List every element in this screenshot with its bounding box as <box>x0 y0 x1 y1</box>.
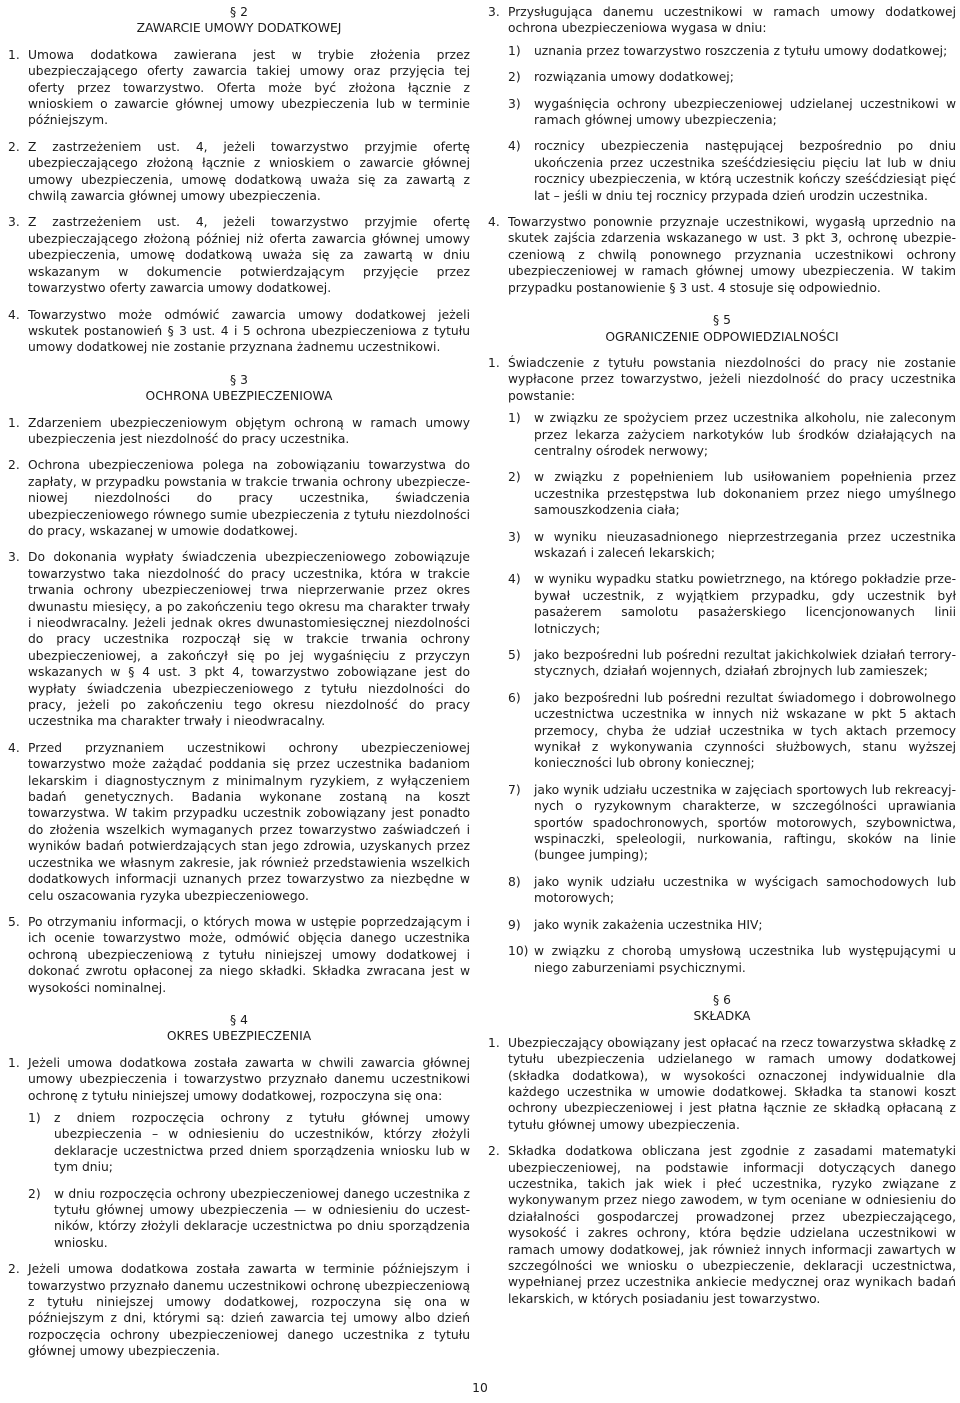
section-title: ZAWARCIE UMOWY DODATKOWEJ <box>136 21 342 36</box>
paragraph <box>8 214 470 296</box>
section-number: § 3 <box>230 372 248 387</box>
sub-item-number: 3) <box>508 96 521 111</box>
paragraph-text: Jeżeli umowa dodatkowa została zawarta w terminie późniejszym i towarzystwo przyznało danemu uczestnikowi ochronę ubezpieczeniową z tytułu niniejszej umowy dodatkowej, rozpoczyna się ona w późniejszym z dni, którymi są: dzień zawarcia tej umowy albo dzień rozpoczęcia ochrony ubezpieczeniowej danego uczestnika z tytułu głównej umowy ubezpieczenia. <box>28 1262 470 1359</box>
sub-item-text: w dniu rozpoczęcia ochrony ubezpieczeniowej danego uczestnika z tytułu głównej umowy ubezpieczenia — w odniesieniu do uczestników, którzy złożyli deklaracje uczestnictwa po dniu sporządzenia wniosku. <box>54 1186 470 1250</box>
section-title: SKŁADKA <box>693 1009 751 1024</box>
paragraph-text: Ochrona ubezpieczeniowa polega na zobowiązaniu towarzystwa do zapłaty, w przypadku powstania w trakcie trwania ochrony ubezpieczeniowej niezdolności do pracy uczestnika, świadczenia ubezpieczeniowego równego sumie ubezpieczenia z tytułu niezdolności do pracy, wskazanej w umowie dodatkowej. <box>28 458 470 538</box>
paragraph-number: 1. <box>8 1055 20 1070</box>
paragraph-number: 2. <box>488 1144 500 1159</box>
sub-item-number: 9) <box>508 917 521 932</box>
paragraph <box>8 47 470 129</box>
paragraph-text: Jeżeli umowa dodatkowa została zawarta w chwili zawarcia głównej umowy ubezpieczenia i towarzystwo przyznało danemu uczestnikowi ochronę z tytułu niniejszej umowy dodatkowej, rozpoczyna się ona: <box>28 1055 470 1103</box>
section-heading <box>8 372 470 405</box>
sub-item-text: rocznicy ubezpieczenia następującej bezpośrednio po dniu ukończenia przez uczestnika sześćdziesięciu pięciu lat lub w dniu rocznicy ubezpieczenia, w którą uczestnik kończy sześćdziesiąt pięć lat – jeśli w dniu tej rocznicy przypada dzień urodzin uczestnika. <box>534 139 956 203</box>
paragraph <box>8 307 470 356</box>
paragraph <box>488 4 956 204</box>
sub-item-text: w wyniku wypadku statku powietrznego, na którego pokładzie przebywał uczestnik, z wyjątkiem przypadku, gdy uczestnik był pasażerem samolotu pasażerskiego licencjonowanych linii lotniczych; <box>534 572 956 636</box>
paragraph-number: 1. <box>488 1035 500 1050</box>
paragraph-number: 3. <box>8 215 20 230</box>
section-number: § 6 <box>713 992 731 1007</box>
paragraph-number: 2. <box>8 458 20 473</box>
sub-item-text: w wyniku nieuzasadnionego nieprzestrzegania przez uczestnika wskazań i zaleceń lekarskich; <box>534 529 956 560</box>
sub-item-number: 8) <box>508 874 521 889</box>
sub-item-number: 1) <box>508 43 521 58</box>
section-heading <box>8 4 470 37</box>
paragraph-number: 4. <box>8 307 20 322</box>
sub-item-text: uznania przez towarzystwo roszczenia z tytułu umowy dodatkowej; <box>534 43 948 58</box>
section-heading <box>488 992 956 1025</box>
section-heading <box>8 1012 470 1045</box>
sub-item-text: jako wynik udziału uczestnika w zajęciach sportowych lub rekreacyjnych o ryzykownym charakterze, w szczególności uprawiania sportów spadochronowych, sportów motorowych, szybownictwa, wspinaczki, speleologii, nurkowania, raftingu, skoków na linie (bungee jumping); <box>534 782 956 863</box>
sub-item-number: 5) <box>508 648 521 662</box>
paragraph-text: Towarzystwo może odmówić zawarcia umowy dodatkowej jeżeli wskutek postanowień § 3 ust. 4 i 5 ochrona ubezpieczeniowa z tytułu umowy dodatkowej nie zostanie przyznana żadnemu uczestnikowi. <box>28 307 470 355</box>
paragraph <box>8 457 470 539</box>
sub-item <box>508 96 956 129</box>
sub-item-number: 4) <box>508 572 521 587</box>
paragraph <box>8 1055 470 1251</box>
paragraph-text: Z zastrzeżeniem ust. 4, jeżeli towarzystwo przyjmie ofertę ubezpieczającego złożoną łącznie z wnioskiem o zawarcie głównej umowy ubezpieczenia, umowę dodatkową uważa się za zawartą z chwilą zawarcia głównej umowy ubezpieczenia. <box>28 139 470 204</box>
page-number: 10 <box>472 1381 488 1395</box>
section-title: OKRES UBEZPIECZENIA <box>166 1029 312 1044</box>
sub-item-text: jako wynik zakażenia uczestnika HIV; <box>534 917 763 932</box>
sub-item <box>28 1186 470 1252</box>
sub-item <box>508 943 956 976</box>
sub-item <box>508 647 956 680</box>
right-column <box>488 4 956 1317</box>
sub-item <box>508 917 956 933</box>
section-number: § 5 <box>713 313 731 328</box>
section-number: § 2 <box>230 5 248 19</box>
sub-item-text: w związku z chorobą umysłową uczestnika lub występującymi u niego zaburzeniami psychicznymi. <box>534 944 956 975</box>
sub-item <box>508 138 956 204</box>
sub-list <box>508 410 956 976</box>
sub-item-number: 2) <box>508 470 521 485</box>
sub-item <box>508 529 956 562</box>
sub-item <box>508 782 956 864</box>
paragraph <box>8 139 470 205</box>
sub-item-text: w związku ze spożyciem przez uczestnika alkoholu, nie zaleconym przez lekarza zażyciem narkotyków lub środków działających na centralny ośrodek nerwowy; <box>534 411 956 458</box>
paragraph-number: 2. <box>8 1262 20 1277</box>
sub-item-text: jako bezpośredni lub pośredni rezultat świadomego i dobrowolnego uczestnictwa uczestnika w innych niż wskazane w pkt 5 aktach przemocy, chyba że udział uczestnika w tych aktach przemocy wynikał z wykonywania czynności służbowych, stanu wyższej konieczności lub obrony koniecznej; <box>534 690 956 771</box>
sub-item <box>508 571 956 637</box>
section-title: OGRANICZENIE ODPOWIEDZIALNOŚCI <box>605 329 839 344</box>
paragraph <box>488 1035 956 1133</box>
paragraph <box>8 740 470 904</box>
paragraph-text: Zdarzeniem ubezpieczeniowym objętym ochroną w ramach umowy ubezpieczenia jest niezdolność do pracy uczestnika. <box>28 415 470 446</box>
section-number: § 4 <box>230 1012 248 1027</box>
paragraph-number: 4. <box>8 740 20 755</box>
paragraph-text: Towarzystwo ponownie przyznaje uczestnikowi, wygasłą uprzednio na skutek zajścia zdarzenia wskazanego w ust. 3 pkt 3, ochronę ubezpieczeniową z chwilą ponownego przyznania uczestnikowi ochrony ubezpieczeniowej w ramach głównej umowy ubezpieczenia. W takim przypadku postanowienie § 3 ust. 4 stosuje się odpowiednio. <box>508 215 956 295</box>
sub-item-number: 1) <box>508 411 521 426</box>
paragraph <box>8 914 470 996</box>
sub-item <box>508 874 956 907</box>
paragraph-number: 2. <box>8 139 20 154</box>
paragraph-text: Ubezpieczający obowiązany jest opłacać na rzecz towarzystwa składkę z tytułu ubezpieczenia udzielanego w ramach umowy dodatkowej (składka dodatkowa), w wysokości oznaczonej indywidualnie dla każdego uczestnika w umowie dodatkowej. Składka ta stanowi koszt ochrony ubezpieczeniowej i jest płatna łącznie ze składką opłacaną z tytułu głównej umowy ubezpieczenia. <box>508 1035 956 1132</box>
sub-item-text: rozwiązania umowy dodatkowej; <box>534 70 734 85</box>
sub-item-text: w związku z popełnieniem lub usiłowaniem popełnienia przez uczestnika przestępstwa lub dokonaniem przez niego umyślnego samouszkodzenia ciała; <box>534 470 956 518</box>
paragraph-number: 1. <box>8 415 20 430</box>
sub-item-number: 1) <box>28 1110 41 1125</box>
section-title: OCHRONA UBEZPIECZENIOWA <box>145 389 333 404</box>
sub-item-number: 3) <box>508 529 521 544</box>
paragraph-text: Z zastrzeżeniem ust. 4, jeżeli towarzystwo przyjmie ofertę ubezpieczającego złożoną później niż oferta zawarcia głównej umowy ubezpieczenia, umowę dodatkową uważa się za zawartą w dniu wskazanym w dokumencie potwierdzającym przyjęcie przez towarzystwo oferty zawarcia umowy dodatkowej. <box>28 215 470 296</box>
paragraph-number: 5. <box>8 914 20 929</box>
paragraph-text: Do dokonania wypłaty świadczenia ubezpieczeniowego zobowiązuje towarzystwo taka niezdolność do pracy uczestnika, która w trakcie trwania ochrony ubezpieczeniowej trwa nieprzerwanie przez okres dwunastu miesięcy, a po zakończeniu tego okresu ma charakter trwały i nieodwracalny. Jeżeli jednak okres dwunastomiesięcznej niezdolności do pracy uczestnika rozpoczął się w trakcie trwania ochrony ubezpieczeniowej, a zakończył się po jej wygaśnięciu z przyczyn wskazanych w § 4 ust. 3 pkt 4, towarzystwo zobowiązane jest do wypłaty świadczenia ubezpieczeniowego z tytułu niezdolności do pracy, jeżeli po zakończeniu tego okresu niezdolność do pracy uczestnika ma charakter trwały i nieodwracalny. <box>28 550 470 729</box>
sub-item-number: 4) <box>508 139 521 154</box>
sub-item-number: 2) <box>28 1186 41 1201</box>
paragraph <box>488 214 956 296</box>
paragraph-number: 1. <box>8 47 20 62</box>
paragraph-number: 1. <box>488 355 500 370</box>
sub-item <box>508 469 956 518</box>
sub-item <box>508 690 956 772</box>
sub-list <box>508 43 956 204</box>
paragraph <box>8 1261 470 1359</box>
paragraph-text: Po otrzymaniu informacji, o których mowa w ustępie poprzedzającym i ich ocenie towarzystwo może, odmówić objęcia danego uczestnika ochroną ubezpieczeniową z tytułu niniejszej umowy dodatkowej i dokonać zwrotu opłaconej za niego składki. Składka zwracana jest w wysokości nominalnej. <box>28 914 470 995</box>
sub-item <box>508 69 956 85</box>
paragraph-number: 4. <box>488 215 500 230</box>
sub-item-text: wygaśnięcia ochrony ubezpieczeniowej udzielanej uczestnikowi w ramach głównej umowy ubezpieczenia; <box>534 96 956 128</box>
paragraph-text: Przysługująca danemu uczestnikowi w ramach umowy dodatkowej ochrona ubezpieczeniowa wygasa w dniu: <box>508 5 956 36</box>
paragraph <box>8 415 470 448</box>
paragraph-text: Umowa dodatkowa zawierana jest w trybie złożenia przez ubezpieczającego oferty zawarcia takiej umowy oraz przyjęcia tej oferty przez towarzystwo. Oferta może być złożona łącznie z wnioskiem o zawarcie głównej umowy ubezpieczenia lub w terminie późniejszym. <box>28 47 470 128</box>
sub-item-number: 10) <box>508 944 529 959</box>
paragraph-number: 3. <box>488 5 500 19</box>
sub-item <box>28 1110 470 1176</box>
paragraph-text: Składka dodatkowa obliczana jest zgodnie z zasadami matematyki ubezpieczeniowej, na podstawie informacji dotyczących danego uczestnika, takich jak wiek i płeć uczestnika, ryzyko związane z wykonywanym przez niego zawodem, w tym oceniane w odniesieniu do działalności gospodarczej prowadzonej przez ubezpieczającego, wysokość i zakres ochrony, która będzie udzielana uczestnikowi w ramach umowy dodatkowej, jak również innych informacji zawartych w szczególności we wniosku o ubezpieczenie, deklaracji uczestnictwa, wypełnianej przez uczestnika ankiecie medycznej oraz wynikach badań lekarskich, w których posiadaniu jest towarzystwo. <box>508 1144 956 1306</box>
paragraph-number: 3. <box>8 550 20 565</box>
sub-item <box>508 410 956 459</box>
sub-item-number: 6) <box>508 690 521 705</box>
section-heading <box>488 312 956 345</box>
left-column <box>8 4 470 1370</box>
paragraph-text: Przed przyznaniem uczestnikowi ochrony ubezpieczeniowej towarzystwo może zażądać poddania się przez uczestnika badaniom lekarskim i diagnostycznym z minimalnym ryzykiem, z wyłączeniem badań genetycznych. Badania wykonane zostaną na koszt towarzystwa. W takim przypadku uczestnik zobowiązany jest ponadto do złożenia wszelkich wymaganych przez towarzystwo zaświadczeń i wyników badań potwierdzających stan jego zdrowia, uzyskanych przez uczestnika we własnym zakresie, jak również przedstawienia wszelkich dodatkowych informacji uznanych przez towarzystwo za niezbędne w celu oszacowania ryzyka ubezpieczeniowego. <box>28 740 470 903</box>
sub-item <box>508 43 956 59</box>
sub-item-text: jako bezpośredni lub pośredni rezultat jakichkolwiek działań terrorystycznych, działań wojennych, działań zbrojnych lub zamieszek; <box>534 648 956 679</box>
paragraph <box>8 549 470 729</box>
sub-item-text: z dniem rozpoczęcia ochrony z tytułu głównej umowy ubezpieczenia – w odniesieniu do uczestników, którzy złożyli deklaracje uczestnictwa przed dniem sporządzenia wniosku lub w tym dniu; <box>54 1110 470 1175</box>
sub-item-number: 2) <box>508 70 521 85</box>
sub-item-text: jako wynik udziału uczestnika w wyścigach samochodowych lub motorowych; <box>534 874 956 906</box>
paragraph <box>488 355 956 976</box>
sub-list <box>28 1110 470 1251</box>
sub-item-number: 7) <box>508 782 521 797</box>
paragraph <box>488 1143 956 1307</box>
paragraph-text: Świadczenie z tytułu powstania niezdolności do pracy nie zostanie wypłacone przez towarzystwo, jeżeli niezdolność do pracy uczestnika powstanie: <box>508 355 956 403</box>
